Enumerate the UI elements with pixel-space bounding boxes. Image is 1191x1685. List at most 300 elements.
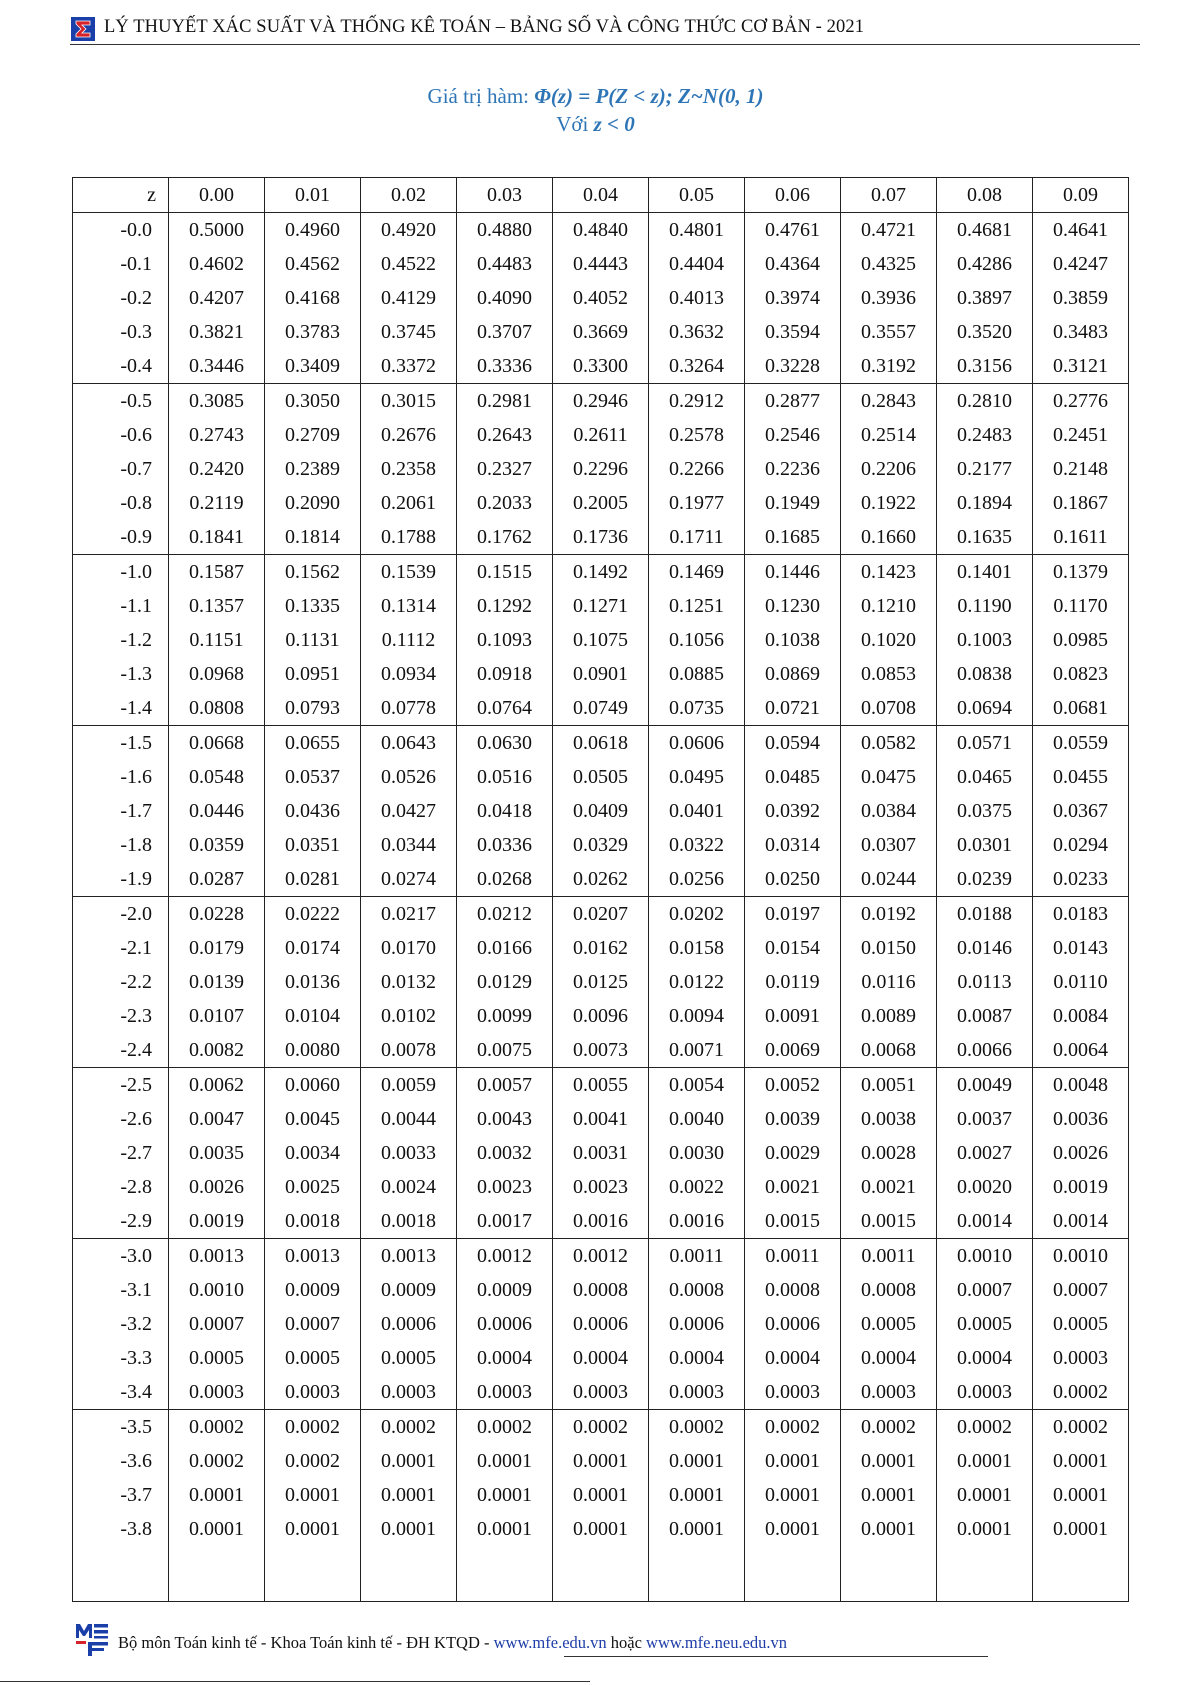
probability-cell: 0.0170 — [361, 931, 457, 965]
probability-cell: 0.4801 — [649, 213, 745, 248]
probability-cell: 0.2177 — [937, 452, 1033, 486]
z-value-cell: -2.4 — [73, 1033, 169, 1068]
probability-cell: 0.1379 — [1033, 555, 1129, 590]
probability-cell: 0.0018 — [361, 1204, 457, 1239]
probability-cell: 0.0001 — [457, 1512, 553, 1546]
probability-cell: 0.0026 — [1033, 1136, 1129, 1170]
probability-cell: 0.2643 — [457, 418, 553, 452]
probability-cell: 0.0009 — [457, 1273, 553, 1307]
footer-link-mfe-neu[interactable]: www.mfe.neu.edu.vn — [646, 1633, 788, 1652]
empty-cell — [73, 1546, 169, 1602]
probability-cell: 0.3300 — [553, 349, 649, 384]
probability-cell: 0.3669 — [553, 315, 649, 349]
probability-cell: 0.2981 — [457, 384, 553, 419]
probability-cell: 0.0197 — [745, 897, 841, 932]
probability-cell: 0.0107 — [169, 999, 265, 1033]
probability-cell: 0.0005 — [937, 1307, 1033, 1341]
probability-cell: 0.0029 — [745, 1136, 841, 1170]
probability-cell: 0.1038 — [745, 623, 841, 657]
probability-cell: 0.0951 — [265, 657, 361, 691]
probability-cell: 0.0002 — [649, 1410, 745, 1445]
probability-cell: 0.1515 — [457, 555, 553, 590]
probability-cell: 0.0006 — [457, 1307, 553, 1341]
probability-cell: 0.0375 — [937, 794, 1033, 828]
probability-cell: 0.0005 — [841, 1307, 937, 1341]
z-value-cell: -1.3 — [73, 657, 169, 691]
probability-cell: 0.0735 — [649, 691, 745, 726]
probability-cell: 0.0001 — [745, 1512, 841, 1546]
page-footer — [74, 1620, 1074, 1660]
probability-cell: 0.1335 — [265, 589, 361, 623]
z-value-cell: -0.1 — [73, 247, 169, 281]
probability-cell: 0.0007 — [265, 1307, 361, 1341]
probability-cell: 0.0154 — [745, 931, 841, 965]
probability-cell: 0.0287 — [169, 862, 265, 897]
probability-cell: 0.0548 — [169, 760, 265, 794]
probability-cell: 0.0005 — [361, 1341, 457, 1375]
probability-cell: 0.0006 — [553, 1307, 649, 1341]
table-row — [73, 657, 1129, 691]
probability-cell: 0.0007 — [937, 1273, 1033, 1307]
probability-cell: 0.0778 — [361, 691, 457, 726]
column-header: 0.09 — [1033, 178, 1129, 213]
probability-cell: 0.0262 — [553, 862, 649, 897]
probability-cell: 0.0005 — [1033, 1307, 1129, 1341]
z-value-cell: -2.0 — [73, 897, 169, 932]
probability-cell: 0.0004 — [745, 1341, 841, 1375]
probability-cell: 0.0044 — [361, 1102, 457, 1136]
probability-cell: 0.0294 — [1033, 828, 1129, 862]
page-header — [70, 14, 1140, 45]
formula-condition-prefix: Với — [556, 112, 594, 136]
probability-cell: 0.0146 — [937, 931, 1033, 965]
probability-cell: 0.0016 — [553, 1204, 649, 1239]
empty-cell — [457, 1546, 553, 1602]
probability-cell: 0.0268 — [457, 862, 553, 897]
probability-cell: 0.0040 — [649, 1102, 745, 1136]
probability-cell: 0.0030 — [649, 1136, 745, 1170]
probability-cell: 0.0002 — [745, 1410, 841, 1445]
probability-cell: 0.0179 — [169, 931, 265, 965]
probability-cell: 0.0228 — [169, 897, 265, 932]
z-value-cell: -0.2 — [73, 281, 169, 315]
probability-cell: 0.1841 — [169, 520, 265, 555]
probability-cell: 0.0039 — [745, 1102, 841, 1136]
probability-cell: 0.0018 — [265, 1204, 361, 1239]
z-value-cell: -1.8 — [73, 828, 169, 862]
footer-link-mfe[interactable]: www.mfe.edu.vn — [493, 1633, 607, 1652]
empty-cell — [937, 1546, 1033, 1602]
probability-cell: 0.2451 — [1033, 418, 1129, 452]
footer-underline — [564, 1656, 988, 1657]
probability-cell: 0.0080 — [265, 1033, 361, 1068]
probability-cell: 0.0918 — [457, 657, 553, 691]
probability-cell: 0.1251 — [649, 589, 745, 623]
probability-cell: 0.0099 — [457, 999, 553, 1033]
probability-cell: 0.0015 — [745, 1204, 841, 1239]
probability-cell: 0.0012 — [457, 1239, 553, 1274]
table-row — [73, 1444, 1129, 1478]
probability-cell: 0.0630 — [457, 726, 553, 761]
probability-cell: 0.0244 — [841, 862, 937, 897]
probability-cell: 0.1093 — [457, 623, 553, 657]
probability-cell: 0.3085 — [169, 384, 265, 419]
probability-cell: 0.0002 — [1033, 1375, 1129, 1410]
table-header-row — [73, 178, 1129, 213]
probability-cell: 0.0537 — [265, 760, 361, 794]
z-value-cell: -0.3 — [73, 315, 169, 349]
probability-cell: 0.0068 — [841, 1033, 937, 1068]
probability-cell: 0.2236 — [745, 452, 841, 486]
probability-cell: 0.0125 — [553, 965, 649, 999]
probability-cell: 0.0001 — [1033, 1512, 1129, 1546]
probability-cell: 0.0082 — [169, 1033, 265, 1068]
table-row — [73, 1239, 1129, 1274]
probability-cell: 0.0212 — [457, 897, 553, 932]
probability-cell: 0.0001 — [169, 1478, 265, 1512]
probability-cell: 0.0004 — [649, 1341, 745, 1375]
probability-cell: 0.0793 — [265, 691, 361, 726]
probability-cell: 0.0409 — [553, 794, 649, 828]
probability-cell: 0.0023 — [457, 1170, 553, 1204]
probability-cell: 0.0002 — [937, 1410, 1033, 1445]
probability-cell: 0.0336 — [457, 828, 553, 862]
probability-cell: 0.0003 — [841, 1375, 937, 1410]
probability-cell: 0.1685 — [745, 520, 841, 555]
probability-cell: 0.0016 — [649, 1204, 745, 1239]
footer-text — [118, 1633, 787, 1653]
probability-cell: 0.1210 — [841, 589, 937, 623]
probability-cell: 0.0025 — [265, 1170, 361, 1204]
probability-cell: 0.3192 — [841, 349, 937, 384]
probability-cell: 0.1151 — [169, 623, 265, 657]
probability-cell: 0.0582 — [841, 726, 937, 761]
probability-cell: 0.0401 — [649, 794, 745, 828]
probability-cell: 0.3409 — [265, 349, 361, 384]
z-value-cell: -2.1 — [73, 931, 169, 965]
footer-connector: hoặc — [606, 1633, 647, 1652]
z-value-cell: -1.4 — [73, 691, 169, 726]
z-value-cell: -1.5 — [73, 726, 169, 761]
probability-cell: 0.0005 — [169, 1341, 265, 1375]
probability-cell: 0.1814 — [265, 520, 361, 555]
probability-cell: 0.0002 — [361, 1410, 457, 1445]
probability-cell: 0.3594 — [745, 315, 841, 349]
probability-cell: 0.1131 — [265, 623, 361, 657]
probability-cell: 0.0001 — [457, 1478, 553, 1512]
probability-cell: 0.0129 — [457, 965, 553, 999]
column-header: 0.00 — [169, 178, 265, 213]
probability-cell: 0.4920 — [361, 213, 457, 248]
probability-cell: 0.2676 — [361, 418, 457, 452]
probability-cell: 0.0003 — [649, 1375, 745, 1410]
z-value-cell: -2.5 — [73, 1068, 169, 1103]
probability-cell: 0.0001 — [937, 1478, 1033, 1512]
probability-cell: 0.0006 — [361, 1307, 457, 1341]
probability-cell: 0.0174 — [265, 931, 361, 965]
probability-cell: 0.0764 — [457, 691, 553, 726]
column-header: 0.04 — [553, 178, 649, 213]
probability-cell: 0.0418 — [457, 794, 553, 828]
probability-cell: 0.0003 — [169, 1375, 265, 1410]
probability-cell: 0.3897 — [937, 281, 1033, 315]
table-row — [73, 349, 1129, 384]
table-row — [73, 247, 1129, 281]
table-row — [73, 281, 1129, 315]
probability-cell: 0.0002 — [457, 1410, 553, 1445]
probability-cell: 0.0869 — [745, 657, 841, 691]
probability-cell: 0.1635 — [937, 520, 1033, 555]
probability-cell: 0.2119 — [169, 486, 265, 520]
probability-cell: 0.4641 — [1033, 213, 1129, 248]
mfe-logo-icon — [74, 1620, 112, 1658]
probability-cell: 0.0001 — [1033, 1444, 1129, 1478]
probability-cell: 0.3632 — [649, 315, 745, 349]
probability-cell: 0.0059 — [361, 1068, 457, 1103]
probability-cell: 0.4562 — [265, 247, 361, 281]
probability-cell: 0.0012 — [553, 1239, 649, 1274]
probability-cell: 0.2776 — [1033, 384, 1129, 419]
probability-cell: 0.1469 — [649, 555, 745, 590]
z-value-cell: -3.5 — [73, 1410, 169, 1445]
probability-cell: 0.3745 — [361, 315, 457, 349]
probability-cell: 0.0014 — [937, 1204, 1033, 1239]
probability-cell: 0.2061 — [361, 486, 457, 520]
probability-cell: 0.0749 — [553, 691, 649, 726]
probability-cell: 0.0043 — [457, 1102, 553, 1136]
z-value-cell: -3.3 — [73, 1341, 169, 1375]
probability-cell: 0.3372 — [361, 349, 457, 384]
table-row — [73, 384, 1129, 419]
probability-cell: 0.4286 — [937, 247, 1033, 281]
column-header: 0.01 — [265, 178, 361, 213]
probability-cell: 0.1230 — [745, 589, 841, 623]
table-row — [73, 862, 1129, 897]
z-table — [72, 177, 1129, 1602]
probability-cell: 0.3783 — [265, 315, 361, 349]
probability-cell: 0.0853 — [841, 657, 937, 691]
probability-cell: 0.0136 — [265, 965, 361, 999]
probability-cell: 0.0838 — [937, 657, 1033, 691]
probability-cell: 0.0344 — [361, 828, 457, 862]
probability-cell: 0.0002 — [841, 1410, 937, 1445]
probability-cell: 0.0823 — [1033, 657, 1129, 691]
probability-cell: 0.0049 — [937, 1068, 1033, 1103]
probability-cell: 0.0001 — [937, 1444, 1033, 1478]
probability-cell: 0.4404 — [649, 247, 745, 281]
probability-cell: 0.0047 — [169, 1102, 265, 1136]
probability-cell: 0.0017 — [457, 1204, 553, 1239]
probability-cell: 0.2843 — [841, 384, 937, 419]
probability-cell: 0.0062 — [169, 1068, 265, 1103]
probability-cell: 0.0022 — [649, 1170, 745, 1204]
probability-cell: 0.0021 — [841, 1170, 937, 1204]
probability-cell: 0.1446 — [745, 555, 841, 590]
probability-cell: 0.0020 — [937, 1170, 1033, 1204]
column-header: 0.02 — [361, 178, 457, 213]
probability-cell: 0.0008 — [553, 1273, 649, 1307]
probability-cell: 0.0069 — [745, 1033, 841, 1068]
probability-cell: 0.0019 — [1033, 1170, 1129, 1204]
probability-cell: 0.0064 — [1033, 1033, 1129, 1068]
probability-cell: 0.3015 — [361, 384, 457, 419]
probability-cell: 0.4052 — [553, 281, 649, 315]
z-column-header: z — [73, 178, 169, 213]
probability-cell: 0.0026 — [169, 1170, 265, 1204]
probability-cell: 0.0367 — [1033, 794, 1129, 828]
probability-cell: 0.4168 — [265, 281, 361, 315]
z-value-cell: -1.0 — [73, 555, 169, 590]
probability-cell: 0.0001 — [745, 1444, 841, 1478]
z-value-cell: -0.8 — [73, 486, 169, 520]
column-header: 0.05 — [649, 178, 745, 213]
probability-cell: 0.4013 — [649, 281, 745, 315]
probability-cell: 0.0004 — [841, 1341, 937, 1375]
probability-cell: 0.1357 — [169, 589, 265, 623]
probability-cell: 0.2611 — [553, 418, 649, 452]
probability-cell: 0.0143 — [1033, 931, 1129, 965]
probability-cell: 0.0427 — [361, 794, 457, 828]
probability-cell: 0.0005 — [265, 1341, 361, 1375]
probability-cell: 0.2206 — [841, 452, 937, 486]
probability-cell: 0.0094 — [649, 999, 745, 1033]
probability-cell: 0.0668 — [169, 726, 265, 761]
probability-cell: 0.0968 — [169, 657, 265, 691]
formula-condition: z < 0 — [593, 112, 635, 136]
probability-cell: 0.0446 — [169, 794, 265, 828]
z-value-cell: -1.7 — [73, 794, 169, 828]
table-filler-row — [73, 1546, 1129, 1602]
probability-cell: 0.2296 — [553, 452, 649, 486]
table-row — [73, 555, 1129, 590]
z-value-cell: -1.1 — [73, 589, 169, 623]
empty-cell — [361, 1546, 457, 1602]
probability-cell: 0.0329 — [553, 828, 649, 862]
probability-cell: 0.0139 — [169, 965, 265, 999]
probability-cell: 0.0001 — [361, 1512, 457, 1546]
formula-math: Φ(z) = P(Z < z); Z~N(0, 1) — [534, 84, 764, 108]
probability-cell: 0.3557 — [841, 315, 937, 349]
probability-cell: 0.0001 — [649, 1478, 745, 1512]
z-value-cell: -2.8 — [73, 1170, 169, 1204]
probability-cell: 0.0071 — [649, 1033, 745, 1068]
probability-cell: 0.0091 — [745, 999, 841, 1033]
probability-cell: 0.2578 — [649, 418, 745, 452]
probability-cell: 0.0001 — [841, 1444, 937, 1478]
probability-cell: 0.1401 — [937, 555, 1033, 590]
probability-cell: 0.4090 — [457, 281, 553, 315]
probability-cell: 0.0023 — [553, 1170, 649, 1204]
probability-cell: 0.0192 — [841, 897, 937, 932]
probability-cell: 0.0314 — [745, 828, 841, 862]
table-row — [73, 213, 1129, 248]
table-row — [73, 589, 1129, 623]
probability-cell: 0.0384 — [841, 794, 937, 828]
empty-cell — [1033, 1546, 1129, 1602]
probability-cell: 0.0001 — [649, 1444, 745, 1478]
probability-cell: 0.0655 — [265, 726, 361, 761]
probability-cell: 0.0001 — [649, 1512, 745, 1546]
probability-cell: 0.4325 — [841, 247, 937, 281]
probability-cell: 0.2810 — [937, 384, 1033, 419]
probability-cell: 0.0934 — [361, 657, 457, 691]
table-row — [73, 828, 1129, 862]
table-row — [73, 760, 1129, 794]
probability-cell: 0.0007 — [169, 1307, 265, 1341]
probability-cell: 0.0021 — [745, 1170, 841, 1204]
probability-cell: 0.3121 — [1033, 349, 1129, 384]
probability-cell: 0.0150 — [841, 931, 937, 965]
probability-cell: 0.1762 — [457, 520, 553, 555]
z-value-cell: -2.6 — [73, 1102, 169, 1136]
probability-cell: 0.2743 — [169, 418, 265, 452]
table-row — [73, 1307, 1129, 1341]
empty-cell — [649, 1546, 745, 1602]
table-row — [73, 794, 1129, 828]
probability-cell: 0.1075 — [553, 623, 649, 657]
probability-cell: 0.0004 — [553, 1341, 649, 1375]
probability-cell: 0.0436 — [265, 794, 361, 828]
probability-cell: 0.0038 — [841, 1102, 937, 1136]
probability-cell: 0.3520 — [937, 315, 1033, 349]
probability-cell: 0.0274 — [361, 862, 457, 897]
probability-cell: 0.0052 — [745, 1068, 841, 1103]
table-row — [73, 999, 1129, 1033]
probability-cell: 0.0087 — [937, 999, 1033, 1033]
page-bottom-rule — [0, 1681, 590, 1682]
probability-cell: 0.1922 — [841, 486, 937, 520]
table-row — [73, 1341, 1129, 1375]
probability-cell: 0.0188 — [937, 897, 1033, 932]
empty-cell — [841, 1546, 937, 1602]
probability-cell: 0.0096 — [553, 999, 649, 1033]
probability-cell: 0.0162 — [553, 931, 649, 965]
probability-cell: 0.0028 — [841, 1136, 937, 1170]
probability-cell: 0.0006 — [649, 1307, 745, 1341]
probability-cell: 0.2148 — [1033, 452, 1129, 486]
probability-cell: 0.0001 — [553, 1478, 649, 1512]
probability-cell: 0.0084 — [1033, 999, 1129, 1033]
table-row — [73, 726, 1129, 761]
probability-cell: 0.3156 — [937, 349, 1033, 384]
table-row — [73, 315, 1129, 349]
column-header: 0.07 — [841, 178, 937, 213]
table-row — [73, 1136, 1129, 1170]
probability-cell: 0.4840 — [553, 213, 649, 248]
probability-cell: 0.3936 — [841, 281, 937, 315]
probability-cell: 0.0102 — [361, 999, 457, 1033]
probability-cell: 0.1562 — [265, 555, 361, 590]
probability-cell: 0.0035 — [169, 1136, 265, 1170]
probability-cell: 0.0392 — [745, 794, 841, 828]
probability-cell: 0.2946 — [553, 384, 649, 419]
probability-cell: 0.2266 — [649, 452, 745, 486]
probability-cell: 0.0003 — [937, 1375, 1033, 1410]
probability-cell: 0.4129 — [361, 281, 457, 315]
empty-cell — [553, 1546, 649, 1602]
probability-cell: 0.0001 — [937, 1512, 1033, 1546]
probability-cell: 0.1660 — [841, 520, 937, 555]
z-value-cell: -3.6 — [73, 1444, 169, 1478]
probability-cell: 0.3446 — [169, 349, 265, 384]
table-row — [73, 1375, 1129, 1410]
probability-cell: 0.1190 — [937, 589, 1033, 623]
probability-cell: 0.1587 — [169, 555, 265, 590]
probability-cell: 0.0002 — [265, 1444, 361, 1478]
probability-cell: 0.0009 — [265, 1273, 361, 1307]
probability-cell: 0.4522 — [361, 247, 457, 281]
probability-cell: 0.0183 — [1033, 897, 1129, 932]
